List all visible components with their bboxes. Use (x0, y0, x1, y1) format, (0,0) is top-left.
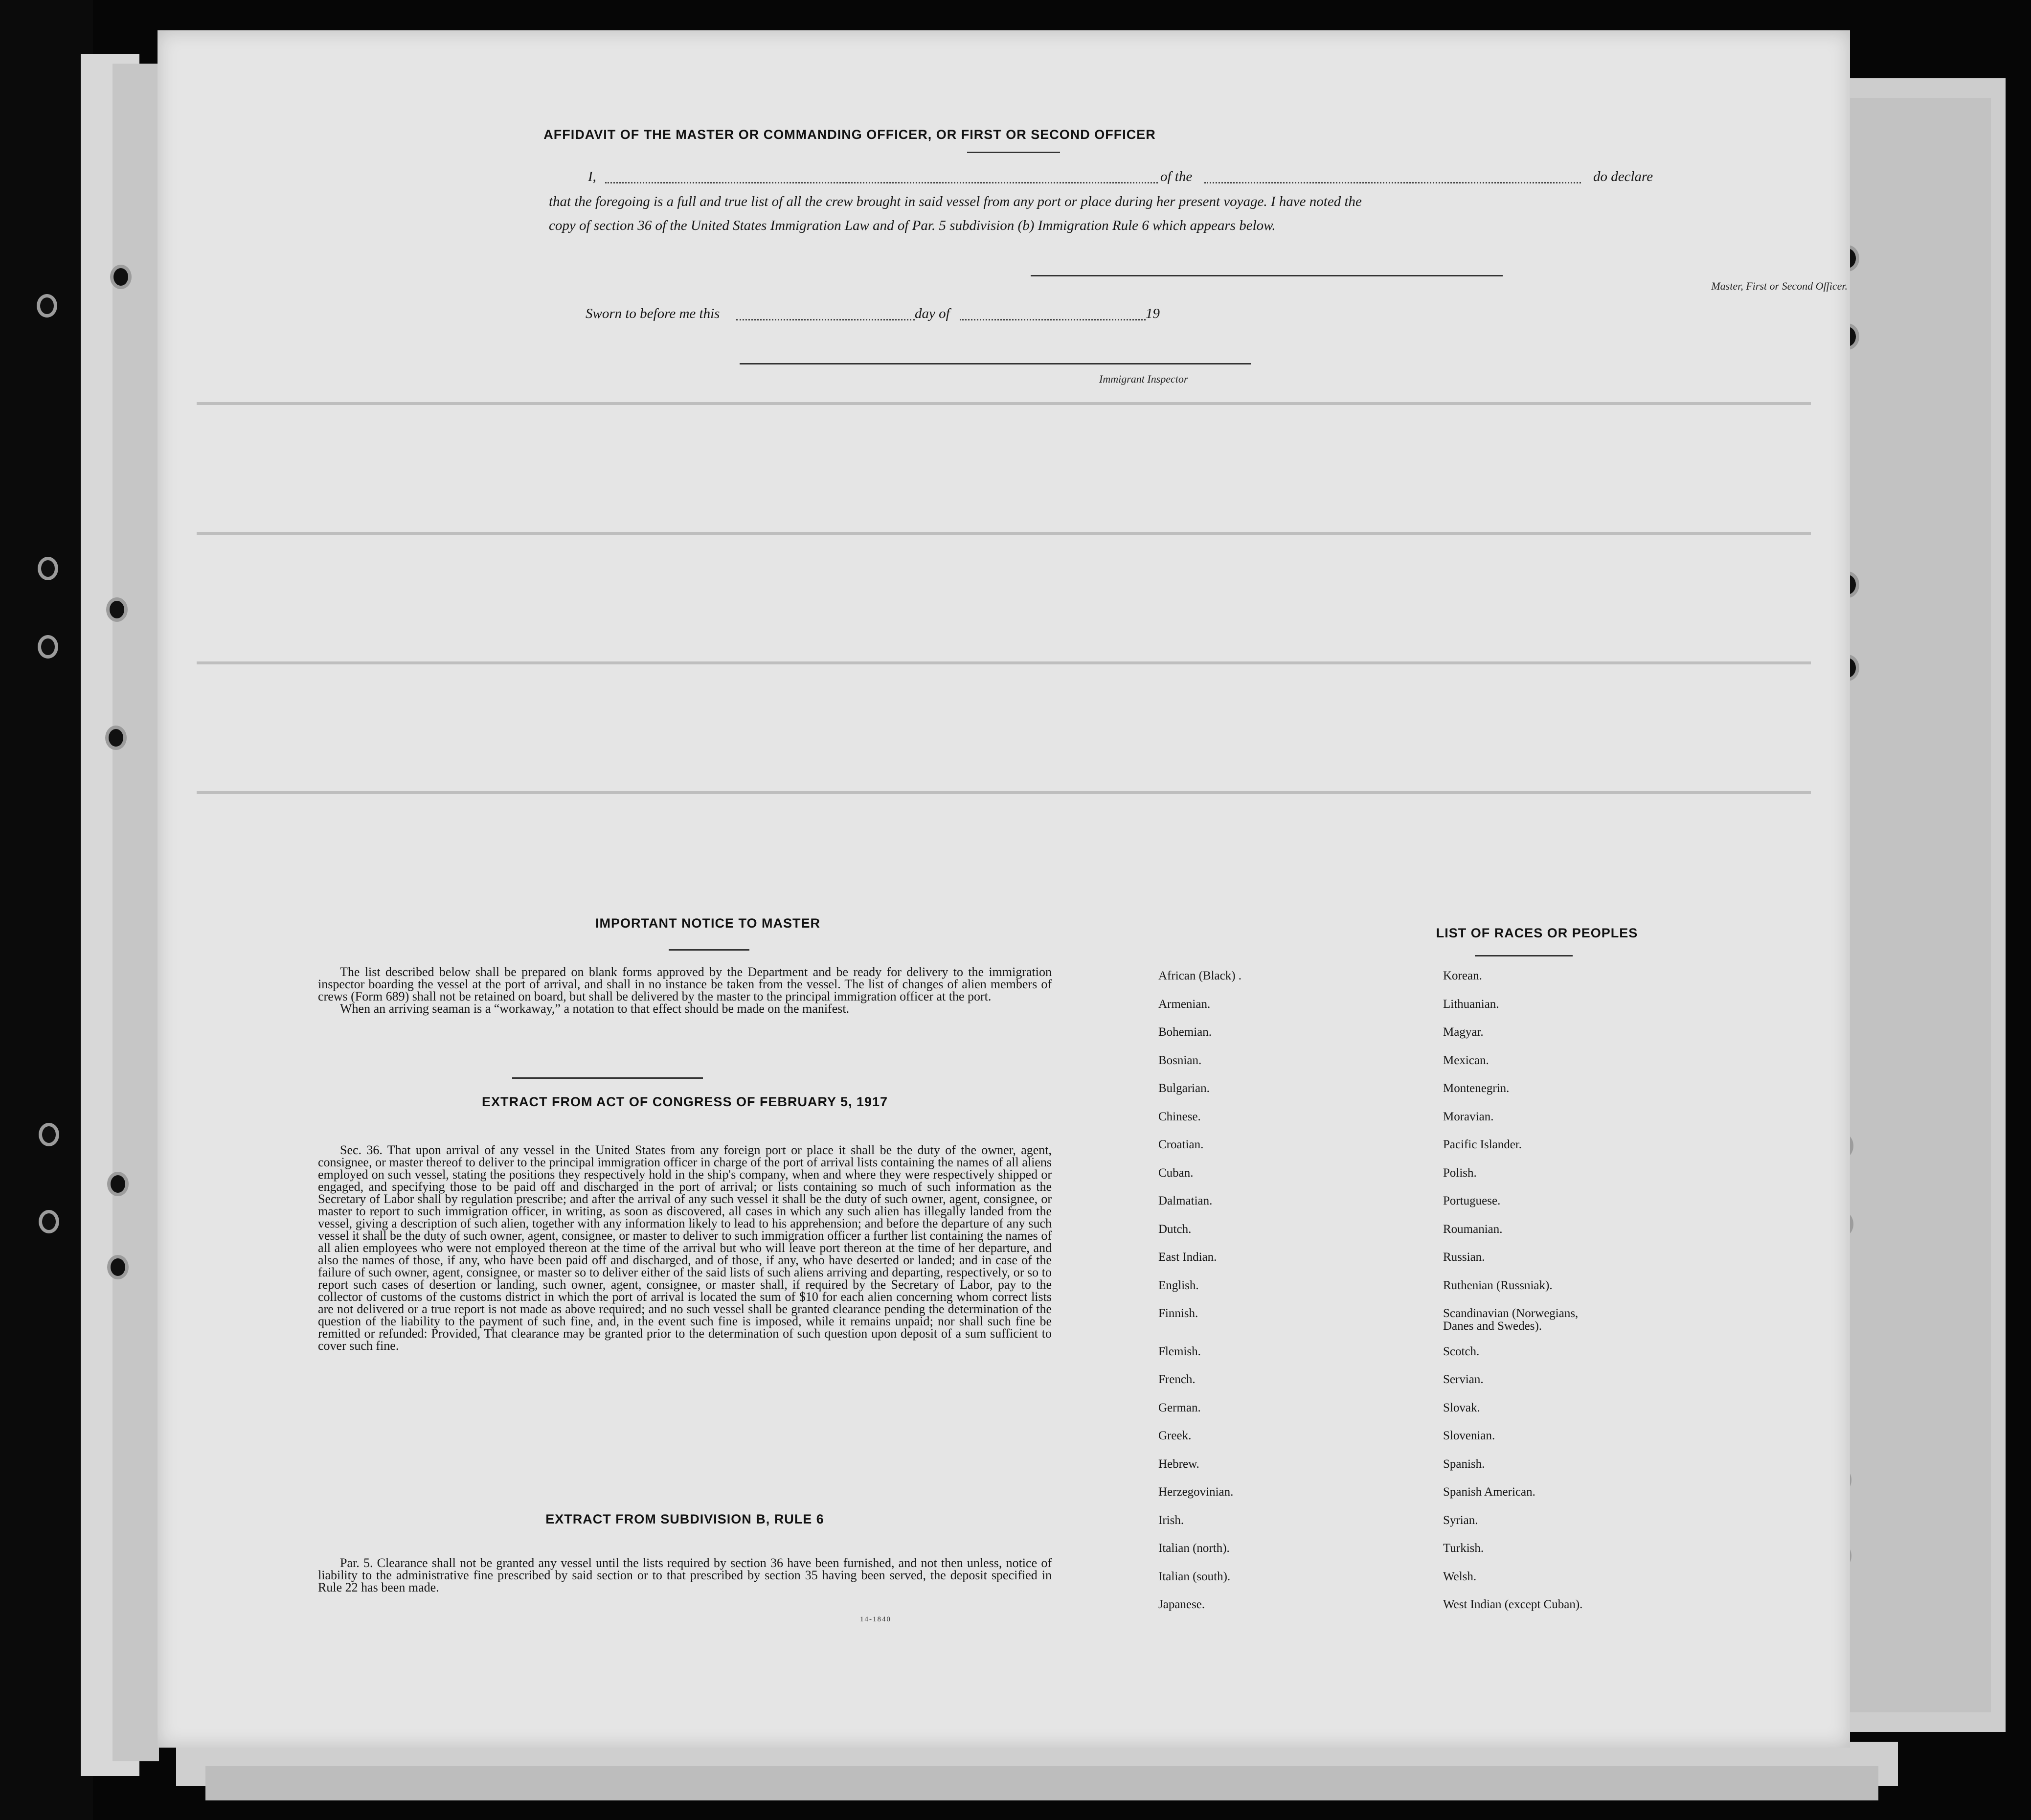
race-entry: Greek. (1158, 1429, 1192, 1442)
race-entry: French. (1158, 1373, 1196, 1386)
of-the-label: of the (1160, 169, 1193, 184)
race-entry: Slovenian. (1443, 1429, 1495, 1442)
race-entry: Italian (south). (1158, 1570, 1231, 1583)
race-entry: Croatian. (1158, 1138, 1204, 1151)
officer-name-field[interactable] (605, 182, 1158, 183)
race-entry: Hebrew. (1158, 1457, 1199, 1471)
binding-hole (41, 560, 55, 577)
sworn-day-field[interactable] (736, 319, 915, 320)
show-through-row (197, 791, 1811, 794)
underlying-sheet-bottom-inner (205, 1766, 1878, 1800)
race-entry: Scandinavian (Norwegians, (1443, 1307, 1579, 1320)
binding-hole (42, 1126, 56, 1143)
affidavit-page (158, 30, 1850, 1748)
race-entry: Flemish. (1158, 1344, 1201, 1358)
race-entry: Moravian. (1443, 1110, 1494, 1123)
race-entry: German. (1158, 1401, 1201, 1414)
notice-body (318, 966, 1052, 1015)
title-rule (967, 152, 1060, 153)
race-entry: Armenian. (1158, 997, 1211, 1011)
race-entry: Cuban. (1158, 1166, 1194, 1180)
rule-extract-body (318, 1557, 1052, 1593)
race-entry: Scotch. (1443, 1344, 1480, 1358)
race-entry: West Indian (except Cuban). (1443, 1598, 1583, 1611)
form-number: 14-1840 (860, 1615, 891, 1623)
race-entry: Portuguese. (1443, 1194, 1501, 1207)
rule-extract-title: EXTRACT FROM SUBDIVISION B, RULE 6 (545, 1512, 824, 1526)
act-extract-body (318, 1144, 1052, 1352)
affidavit-declaration-line-1: that the foregoing is a full and true list of all the crew brought in said vessel from any port or place during her present voyage. I have noted the (549, 194, 1362, 209)
race-entry: Italian (north). (1158, 1542, 1230, 1555)
year-label: 19 (1146, 306, 1160, 321)
vessel-name-field[interactable] (1204, 182, 1581, 183)
notice-title: IMPORTANT NOTICE TO MASTER (595, 916, 820, 931)
race-entry: Mexican. (1443, 1053, 1489, 1067)
binding-hole (111, 1175, 125, 1193)
inspector-signature-caption: Immigrant Inspector (1099, 373, 1188, 385)
race-entry: Japanese. (1158, 1598, 1205, 1611)
race-entry: Turkish. (1443, 1542, 1484, 1555)
binding-hole (110, 601, 124, 618)
show-through-row (197, 661, 1811, 664)
do-declare-label: do declare (1593, 169, 1653, 184)
race-entry: Spanish American. (1443, 1485, 1535, 1499)
officer-signature-line[interactable] (1031, 275, 1503, 276)
notice-paragraph: When an arriving seaman is a “workaway,” a notation to that effect should be made on the manifest. (340, 1001, 850, 1016)
race-entry: Spanish. (1443, 1457, 1485, 1471)
act-extract-title: EXTRACT FROM ACT OF CONGRESS OF FEBRUARY 5, 1917 (481, 1094, 888, 1109)
race-entry: Roumanian. (1443, 1222, 1503, 1236)
affidavit-title: AFFIDAVIT OF THE MASTER OR COMMANDING OFFICER, OR FIRST OR SECOND OFFICER (543, 127, 1156, 142)
affidavit-declaration-line-2: copy of section 36 of the United States Immigration Law and of Par. 5 subdivision (b) Immigration Rule 6 which appears below. (549, 218, 1276, 233)
race-entry: Montenegrin. (1443, 1082, 1510, 1095)
day-of-label: day of (915, 306, 950, 321)
race-entry: Servian. (1443, 1373, 1484, 1386)
races-rule (1475, 955, 1573, 956)
race-entry: Irish. (1158, 1513, 1184, 1527)
notice-rule (669, 949, 749, 951)
race-entry: East Indian. (1158, 1251, 1217, 1264)
race-entry: Polish. (1443, 1166, 1477, 1180)
race-entry: Danes and Swedes). (1443, 1320, 1542, 1333)
binding-hole (40, 297, 54, 314)
race-entry: Welsh. (1443, 1570, 1477, 1583)
race-entry: Bohemian. (1158, 1025, 1212, 1039)
notice-paragraph: The list described below shall be prepared on blank forms approved by the Department and be ready for delivery to the immigration inspector boarding the vessel at the port of arrival, and shall in no instance be taken from the vessel. The list of changes of alien members of crews (Form 689) shall not be retained on board, but shall be delivered by the master to the principal immigration officer at the port. (318, 965, 1052, 1003)
dark-border (0, 0, 93, 1820)
race-entry: Korean. (1443, 969, 1482, 982)
race-entry: Lithuanian. (1443, 997, 1499, 1011)
affidavit-i-label: I, (588, 169, 596, 184)
race-entry: Bosnian. (1158, 1053, 1202, 1067)
race-entry: Chinese. (1158, 1110, 1201, 1123)
race-entry: Ruthenian (Russniak). (1443, 1278, 1553, 1292)
sworn-month-field[interactable] (960, 319, 1146, 320)
race-entry: Dutch. (1158, 1222, 1192, 1236)
inspector-signature-line[interactable] (740, 363, 1251, 364)
officer-signature-caption: Master, First or Second Officer. (1711, 280, 1848, 292)
binding-strip-inner (113, 64, 159, 1761)
binding-hole (41, 638, 55, 655)
binding-hole (109, 729, 123, 747)
races-title: LIST OF RACES OR PEOPLES (1436, 926, 1638, 940)
race-entry: Dalmatian. (1158, 1194, 1213, 1207)
section-rule (512, 1077, 703, 1079)
binding-hole (113, 268, 128, 286)
race-entry: Bulgarian. (1158, 1082, 1210, 1095)
race-entry: Russian. (1443, 1251, 1485, 1264)
race-entry: African (Black) . (1158, 969, 1242, 982)
race-entry: Slovak. (1443, 1401, 1480, 1414)
show-through-row (197, 402, 1811, 405)
binding-hole (42, 1213, 56, 1230)
race-entry: Magyar. (1443, 1025, 1484, 1039)
race-entry: Pacific Islander. (1443, 1138, 1522, 1151)
race-entry: English. (1158, 1278, 1199, 1292)
section-36-text: Sec. 36. That upon arrival of any vessel in the United States from any foreign port or place it shall be the duty of the owner, agent, consignee, or master thereof to deliver to the principal immigration officer in charge of the port of arrival lists containing the names of all aliens employed on such vessel, stating the positions they respectively hold in the ship's company, when and where they were respectively shipped or engaged, and specifying those to be paid off and discharged in the port of arrival; or lists containing so much of such information as the Secretary of Labor shall by regulation prescribe; and after the arrival of any such vessel it shall be the duty of such owner, agent, consignee, or master to report to such immigration officer, in writing, as soon as discovered, all cases in which any such alien has illegally landed from the vessel, giving a description of such alien, together with any information likely to lead to his apprehension; and before the departure of any such vessel it shall be the duty of such owner, agent, consignee, or master to deliver to such immigration officer a further list containing the names of all alien employees who were not employed thereon at the time of the arrival but who will leave port thereon at the time of her departure, and also the names of those, if any, who have been paid off and discharged, and of those, if any, who have deserted or landed; and in case of the failure of such owner, agent, consignee, or master so to deliver either of the said lists of such aliens arriving and departing, respectively, or so to report such cases of desertion or landing, such owner, agent, consignee, or master shall, if required by the Secretary of Labor, pay to the collector of customs of the customs district in which the port of arrival is located the sum of $10 for each alien concerning whom correct lists are not delivered or a true report is not made as above required; and no such vessel shall be granted clearance pending the determination of the question of the liability to the payment of such fine, and, in the event such fine is imposed, while it remains unpaid; nor shall such fine be remitted or refunded: Provided, That clearance may be granted prior to the determination of such question upon deposit of a sum sufficient to cover such fine. (318, 1143, 1052, 1353)
race-entry: Finnish. (1158, 1307, 1198, 1320)
show-through-row (197, 532, 1811, 535)
race-entry: Herzegovinian. (1158, 1485, 1234, 1499)
race-entry: Syrian. (1443, 1513, 1478, 1527)
par-5-text: Par. 5. Clearance shall not be granted any vessel until the lists required by section 36 have been furnished, and not then unless, notice of liability to the administrative fine prescribed by said section or to that prescribed by section 35 having been served, the deposit specified in Rule 22 has been made. (318, 1556, 1052, 1594)
binding-hole (111, 1258, 125, 1276)
sworn-label: Sworn to before me this (586, 306, 720, 321)
